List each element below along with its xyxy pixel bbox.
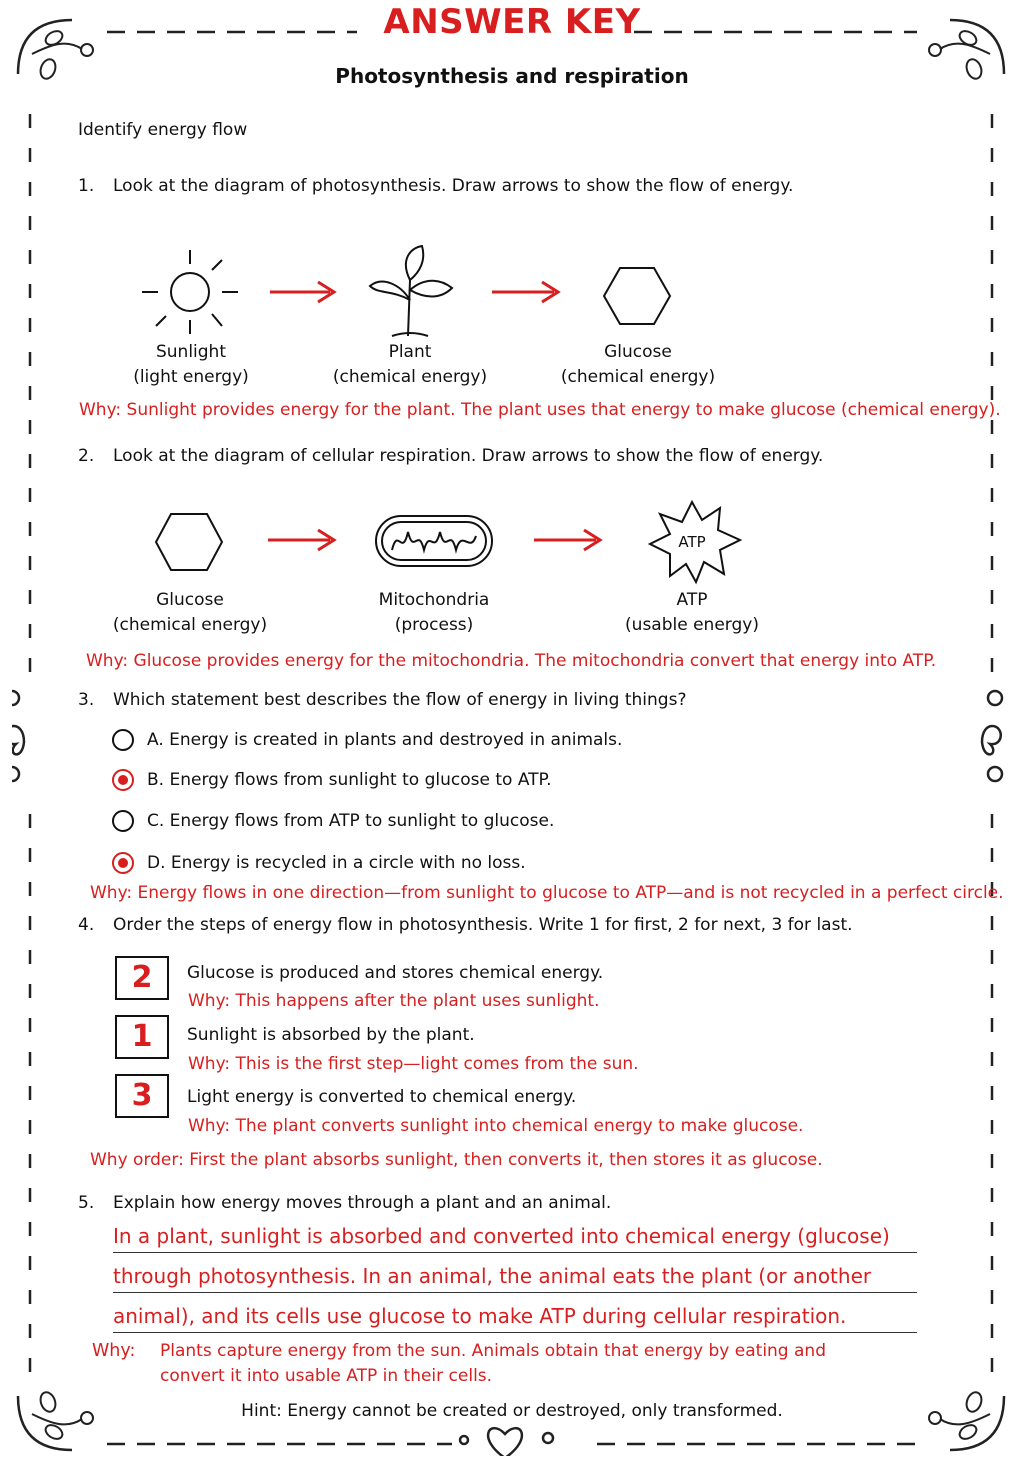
q2-item-mitochondria-name: Mitochondria <box>378 590 490 610</box>
q3-why: Why: Energy flows in one direction—from sunlight to glucose to ATP—and is not recycled in a perfect circle. <box>90 883 1004 903</box>
q3-option-b-radio[interactable] <box>112 769 134 791</box>
page-subtitle: Photosynthesis and respiration <box>335 64 689 88</box>
q5-why-label: Why: <box>92 1341 136 1361</box>
q1-text: Look at the diagram of photosynthesis. Draw arrows to show the flow of energy. <box>113 176 794 196</box>
q1-diagram <box>130 240 690 340</box>
q1-item-plant-type: (chemical energy) <box>332 367 488 387</box>
q2-item-glucose-type: (chemical energy) <box>112 615 268 635</box>
q4-step-2-text: Sunlight is absorbed by the plant. <box>187 1025 475 1045</box>
q4-step-2-number[interactable]: 1 <box>115 1015 169 1059</box>
q3-option-c-label: C. Energy flows from ATP to sunlight to glucose. <box>147 811 555 831</box>
mitochondria-icon <box>376 516 492 566</box>
q1-item-plant-name: Plant <box>388 342 432 362</box>
q4-step-3-number[interactable]: 3 <box>115 1074 169 1118</box>
q4-step-1-number[interactable]: 2 <box>115 956 169 1000</box>
q4-step-1-text: Glucose is produced and stores chemical energy. <box>187 963 604 983</box>
q1-item-glucose-name: Glucose <box>604 342 672 362</box>
q3-number: 3. <box>78 690 95 710</box>
q4-step-2-why: Why: This is the first step—light comes from the sun. <box>188 1054 639 1074</box>
q5-number: 5. <box>78 1193 95 1213</box>
q3-text: Which statement best describes the flow of energy in living things? <box>113 690 687 710</box>
q5-answer-line-3[interactable]: animal), and its cells use glucose to make ATP during cellular respiration. <box>113 1300 917 1333</box>
q5-text: Explain how energy moves through a plant and an animal. <box>113 1193 612 1213</box>
arrow-icon <box>268 530 334 550</box>
q2-text: Look at the diagram of cellular respiration. Draw arrows to show the flow of energy. <box>113 446 824 466</box>
q5-answer-line-2[interactable]: through photosynthesis. In an animal, the animal eats the plant (or another <box>113 1260 917 1293</box>
q4-why-order: Why order: First the plant absorbs sunlight, then converts it, then stores it as glucose. <box>90 1150 823 1170</box>
arrow-icon <box>492 282 558 302</box>
q1-item-sunlight-type: (light energy) <box>133 367 249 387</box>
q2-diagram <box>140 498 760 590</box>
hexagon-icon <box>156 514 222 570</box>
q2-number: 2. <box>78 446 95 466</box>
q2-item-atp-type: (usable energy) <box>625 615 759 635</box>
q4-number: 4. <box>78 915 95 935</box>
q2-why: Why: Glucose provides energy for the mitochondria. The mitochondria convert that energy into ATP. <box>86 651 937 671</box>
sun-icon <box>142 250 238 334</box>
q3-option-c-radio[interactable] <box>112 810 134 832</box>
q3-option-a-radio[interactable] <box>112 729 134 751</box>
starburst-label: ATP <box>678 533 706 551</box>
q1-number: 1. <box>78 176 95 196</box>
q4-step-1-why: Why: This happens after the plant uses sunlight. <box>188 991 600 1011</box>
hint-text: Hint: Energy cannot be created or destroyed, only transformed. <box>241 1401 783 1421</box>
q5-why-line-2: convert it into usable ATP in their cells. <box>160 1366 493 1386</box>
section-heading: Identify energy flow <box>78 120 248 140</box>
q4-step-3-text: Light energy is converted to chemical energy. <box>187 1087 577 1107</box>
hexagon-icon <box>604 268 670 324</box>
q2-item-glucose-name: Glucose <box>156 590 224 610</box>
arrow-icon <box>270 282 334 302</box>
q3-option-d-label: D. Energy is recycled in a circle with no loss. <box>147 853 526 873</box>
q1-why: Why: Sunlight provides energy for the plant. The plant uses that energy to make glucose (chemical energy). <box>79 400 1001 420</box>
q3-option-a-label: A. Energy is created in plants and destroyed in animals. <box>147 730 623 750</box>
q2-item-atp-name: ATP <box>676 590 708 610</box>
arrow-icon <box>534 530 600 550</box>
plant-icon <box>370 246 452 336</box>
q4-step-3-why: Why: The plant converts sunlight into chemical energy to make glucose. <box>188 1116 804 1136</box>
q2-item-mitochondria-type: (process) <box>394 615 474 635</box>
q3-option-b-label: B. Energy flows from sunlight to glucose to ATP. <box>147 770 552 790</box>
q5-answer-line-1[interactable]: In a plant, sunlight is absorbed and converted into chemical energy (glucose) <box>113 1220 917 1253</box>
q1-item-sunlight-name: Sunlight <box>155 342 227 362</box>
q3-option-d-radio[interactable] <box>112 852 134 874</box>
q1-item-glucose-type: (chemical energy) <box>560 367 716 387</box>
q4-text: Order the steps of energy flow in photosynthesis. Write 1 for first, 2 for next, 3 for last. <box>113 915 853 935</box>
page-title: ANSWER KEY <box>383 2 641 42</box>
q5-why-line-1: Plants capture energy from the sun. Animals obtain that energy by eating and <box>160 1341 826 1361</box>
